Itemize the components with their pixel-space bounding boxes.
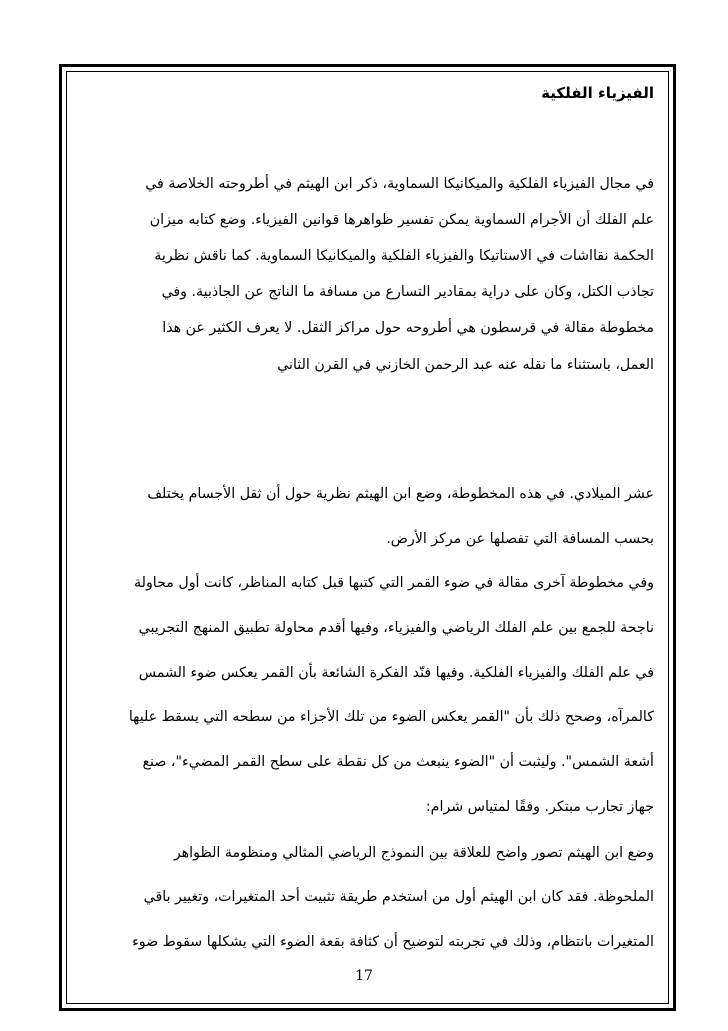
body-line: ناجحة للجمع بين علم الفلك الرياضي والفيزياء، وفيها أقدم محاولة تطبيق المنهج التجريبي (138, 620, 654, 636)
section-title: الفيزياء الفلكية (541, 84, 654, 102)
body-line: العمل، باستثناء ما نقله عنه عبد الرحمن الخازني في القرن الثاني (277, 357, 654, 373)
body-line: أشعة الشمس". وليثبت أن "الضوء ينبعث من كل نقطة على سطح القمر المضيء"، صنع (142, 754, 654, 770)
page-number: 17 (355, 968, 373, 984)
body-line: وضع ابن الهيثم تصور واضح للعلاقة بين النموذج الرياضي المثالي ومنظومة الظواهر (173, 845, 654, 861)
body-line: في علم الفلك والفيزياء الفلكية. وفيها فنّد الفكرة الشائعة بأن القمر يعكس ضوء الشمس (138, 665, 654, 681)
body-line: علم الفلك أن الأجرام السماوية يمكن تفسير ظواهرها قوانين الفيزياء. وضع كتابه ميزان (149, 212, 654, 228)
body-line: تجاذب الكتل، وكان على دراية بمقادير التسارع من مسافة ما الناتج عن الجاذبية. وفي (161, 284, 654, 300)
body-line: كالمرآه، وصحح ذلك بأن "القمر يعكس الضوء من تلك الأجزاء من سطحه التي يسقط عليها (128, 709, 654, 725)
body-line: المتغيرات بانتظام، وذلك في تجربته لتوضيح أن كثافة بقعة الضوء التي يشكلها سقوط ضوء (132, 934, 654, 950)
body-line: بحسب المسافة التي تفصلها عن مركز الأرض. (386, 531, 654, 547)
body-line: الملحوظة. فقد كان ابن الهيثم أول من استخدم طريقة تثبيت أحد المتغيرات، وتغيير باقي (143, 889, 654, 905)
body-line: جهاز تجارب مبتكر. وفقًا لمتياس شرام: (425, 799, 654, 815)
body-line: في مجال الفيزياء الفلكية والميكانيكا السماوية، ذكر ابن الهيثم في أطروحته الخلاصة في (145, 176, 654, 192)
body-line: وفي مخطوطة آخرى مقالة في ضوء القمر التي كتبها قبل كتابه المناظر، كانت أول محاولة (134, 575, 654, 591)
body-line: عشر الميلادي. في هذه المخطوطة، وضع ابن الهيثم نظرية حول أن ثقل الأجسام يختلف (147, 486, 654, 502)
body-line: الحكمة نقااشات في الاستاتيكا والفيزياء الفلكية والميكانيكا السماوية. كما ناقش نظرية (154, 248, 654, 264)
body-line: مخطوطة مقالة في قرسطون هي أطروحه حول مراكز الثقل. لا يعرف الكثير عن هذا (162, 320, 654, 336)
